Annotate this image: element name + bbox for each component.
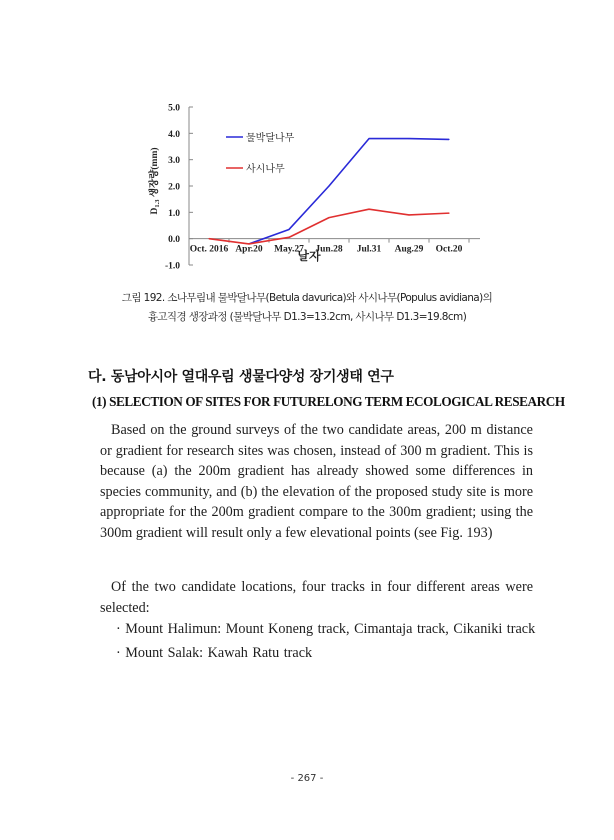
y-tick-label: 0.0 <box>168 235 180 246</box>
y-tick-label: 3.0 <box>168 156 180 167</box>
bullet-item-salak: · Mount Salak: Kawah Ratu track <box>116 645 313 661</box>
series-1-point <box>328 185 329 186</box>
series-2-point <box>248 243 249 244</box>
paragraph-2-text: Of the two candidate locations, four tracks in four different areas were selected: <box>100 579 533 616</box>
x-tick-label: Oct.20 <box>435 244 463 255</box>
x-tick-label: Oct. 2016 <box>189 244 229 255</box>
legend-label-1: 물박달나무 <box>246 133 295 144</box>
series-2-point <box>368 209 369 210</box>
series-2-point <box>328 217 329 218</box>
series-2-point <box>408 214 409 215</box>
y-tick-label: 2.0 <box>168 182 180 193</box>
chart-legend <box>226 131 295 175</box>
series-1-point <box>288 229 289 230</box>
series-2-point <box>448 213 449 214</box>
page-number: - 267 - <box>290 773 324 784</box>
figure-caption-line2: 흉고직경 생장과정 (물박달나무 D1.3=13.2cm, 사시나무 D1.3=19.8cm) <box>147 311 467 323</box>
body-paragraph-2 <box>100 577 533 618</box>
x-tick-label: Jun.28 <box>315 244 343 255</box>
x-axis-label: 날자 <box>297 249 321 263</box>
series-2-point <box>288 237 289 238</box>
x-tick-label: Apr.20 <box>235 244 263 255</box>
y-tick-label: -1.0 <box>164 261 180 272</box>
bullet-item-halimun: · Mount Halimun: Mount Koneng track, Cimantaja track, Cikaniki track <box>116 621 536 637</box>
chart-series <box>208 138 449 245</box>
x-tick-label: May.27 <box>274 244 304 255</box>
series-line-1 <box>249 139 449 244</box>
y-tick-label: 1.0 <box>168 208 180 219</box>
series-1-point <box>368 138 369 139</box>
figure-caption-line1: 그림 192. 소나무림내 물박달나무(Betula davurica)와 사시나무(Populus avidiana)의 <box>121 292 493 304</box>
growth-line-chart <box>130 96 490 286</box>
section-subheading: (1) SELECTION OF SITES FOR FUTURELONG TERM ECOLOGICAL RESEARCH <box>92 394 565 409</box>
x-tick-label: Aug.29 <box>394 244 424 255</box>
legend-label-2: 사시나무 <box>246 164 285 175</box>
y-tick-label: 4.0 <box>168 129 180 140</box>
section-heading: 다. 동남아시아 열대우림 생물다양성 장기생태 연구 <box>88 369 394 385</box>
series-1-point <box>448 139 449 140</box>
body-paragraph-1 <box>100 420 533 544</box>
y-axis-label: $D_{1.3}$ 생장량(mm) <box>150 147 161 215</box>
series-2-point <box>208 238 209 239</box>
x-tick-label: Jul.31 <box>356 244 382 255</box>
paragraph-1-text: Based on the ground surveys of the two candidate areas, 200 m distance or gradient for research sites was chosen, instead of 300 m gradient. This is because (a) the 200m gradient has already showed some differences in species community, and (b) the elevation of the proposed study site is more appropriate for the 200m gradient compare to the 300m gradient; using the 300m gradient will result only a few elevational points (see Fig. 193) <box>100 422 533 541</box>
y-tick-label: 5.0 <box>168 103 180 114</box>
series-1-point <box>408 138 409 139</box>
